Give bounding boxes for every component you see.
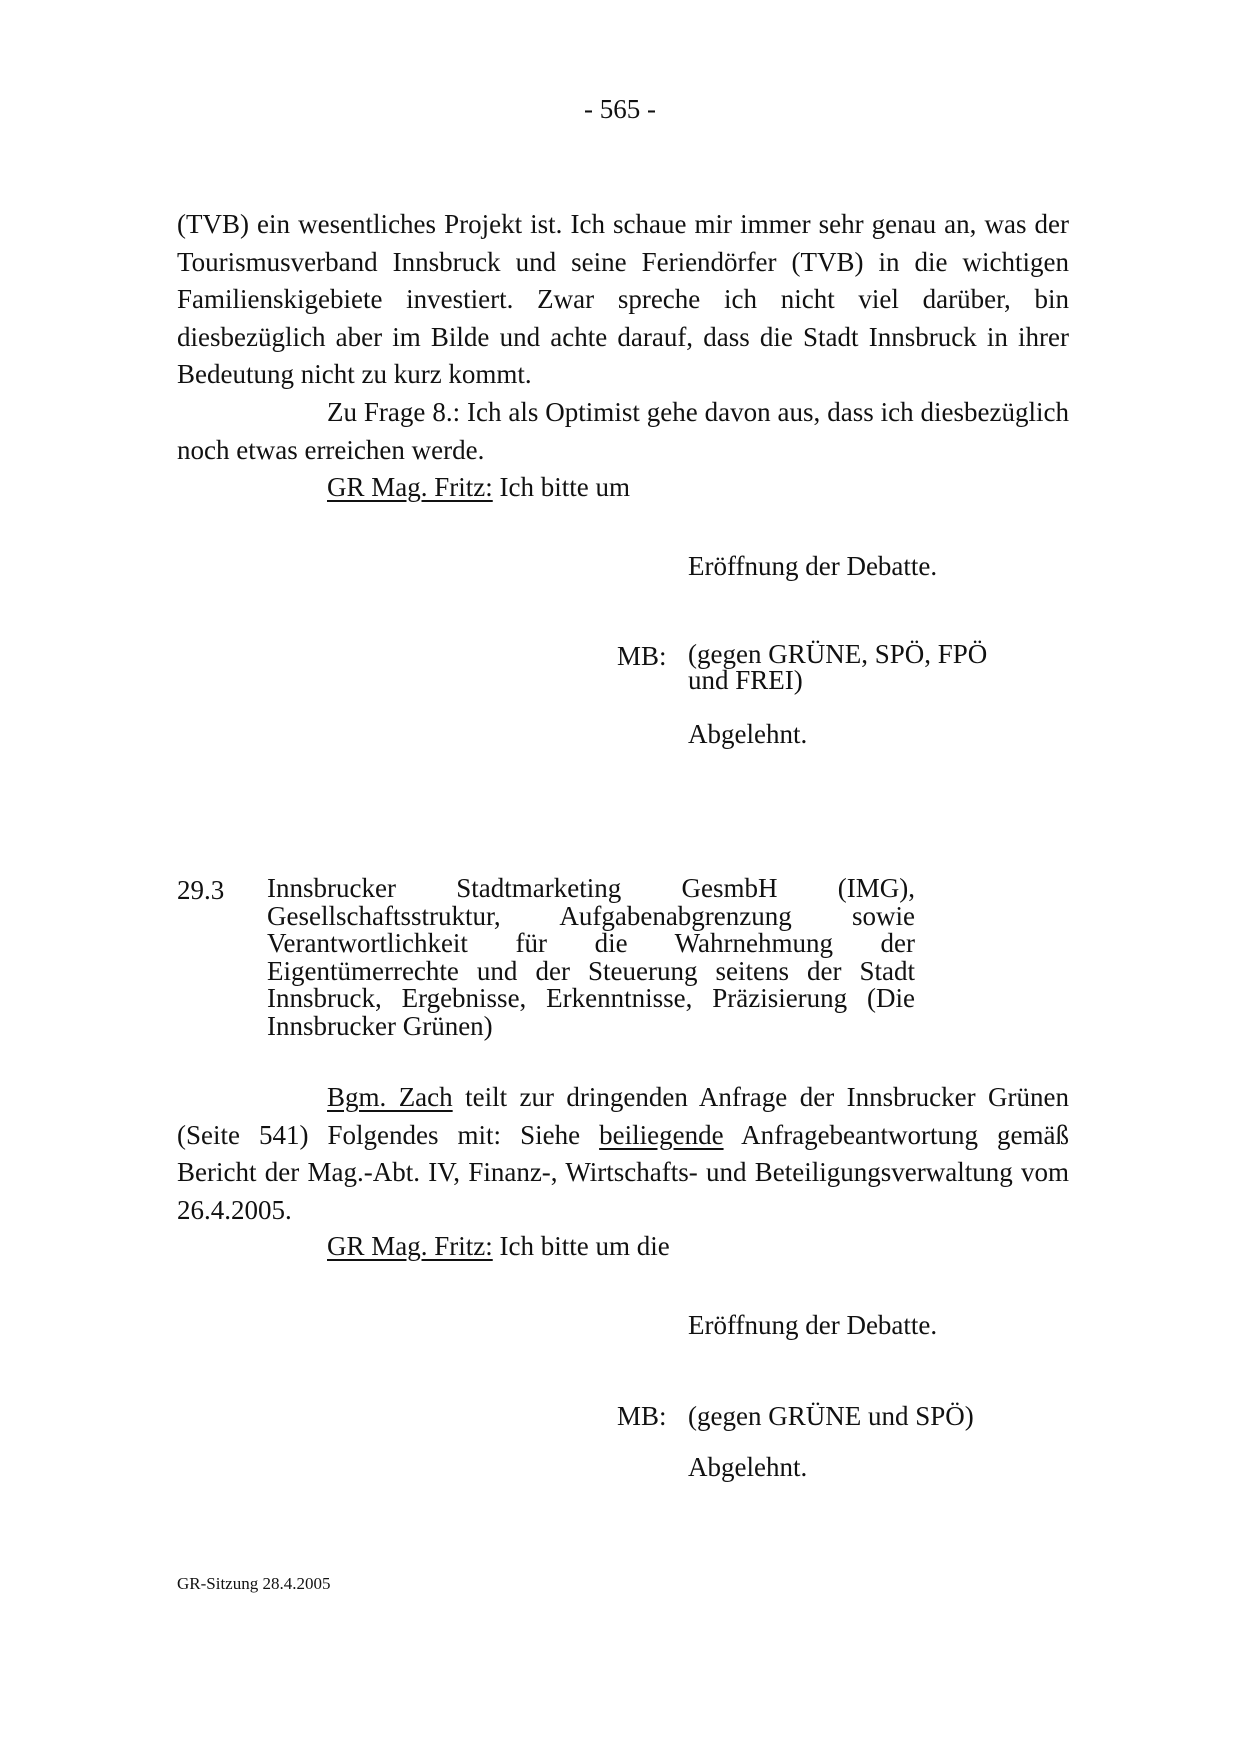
vote-text-1: (gegen GRÜNE, SPÖ, FPÖ und FREI) [688,639,988,695]
answer-speaker: Bgm. Zach [327,1082,453,1112]
answer-text-1: teilt zur dringenden Anfrage der Innsbrucker Grünen (Seite 541) Folgendes mit: Siehe [177,1082,1069,1150]
vote-result-1: Abgelehnt. [688,719,808,749]
debate-opening-2: Eröffnung der Debatte. [688,1310,938,1340]
speaker-request-1 [327,469,630,507]
footer: GR-Sitzung 28.4.2005 [177,1574,331,1593]
item-title: Innsbrucker Stadtmarketing GesmbH (IMG), Gesellschaftsstruktur, Aufgabenabgrenzung sowie Verantwortlichkeit für die Wahrnehmung der Eigentümerrechte und der Steuerung seitens der Stadt Innsbruck, Ergebnisse, Erkenntnisse, Präzisierung (Die Innsbrucker Grünen) [267,873,915,1041]
vote-result-2: Abgelehnt. [688,1452,808,1482]
answer-text-2: Anfragebeantwortung gemäß Bericht der Mag.-Abt. IV, Finanz-, Wirtschafts- und Beteiligungsverwaltung vom 26.4.2005. [177,1119,1070,1225]
speaker-name: GR Mag. Fritz: [327,472,493,502]
answer-link: beiliegende [599,1119,724,1150]
speaker-name: GR Mag. Fritz: [327,1231,493,1261]
vote-text-2: (gegen GRÜNE und SPÖ) [688,1401,974,1431]
paragraph-frage-8: Zu Frage 8.: Ich als Optimist gehe davon aus, dass ich diesbezüglich noch etwas erreichen werde. [177,397,1069,465]
page-number: - 565 - [584,94,656,124]
item-number: 29.3 [177,875,225,905]
vote-label-1: MB: [617,641,667,671]
speaker-request-2 [327,1228,670,1266]
vote-label-2: MB: [617,1401,667,1431]
debate-opening-1: Eröffnung der Debatte. [688,551,938,581]
speaker-text: Ich bitte um die [492,1231,670,1261]
paragraph-tvb: (TVB) ein wesentliches Projekt ist. Ich schaue mir immer sehr genau an, was der Tourismusverband Innsbruck und seine Feriendörfer (TVB) in die wichtigen Familienskigebiete investiert. Zwar spreche ich nicht viel darüber, bin diesbezüglich aber im Bilde und achte darauf, dass die Stadt Innsbruck in ihrer Bedeutung nicht zu kurz kommt. [177,209,1069,389]
answer-paragraph [177,1079,1069,1229]
speaker-text: Ich bitte um [492,472,630,502]
